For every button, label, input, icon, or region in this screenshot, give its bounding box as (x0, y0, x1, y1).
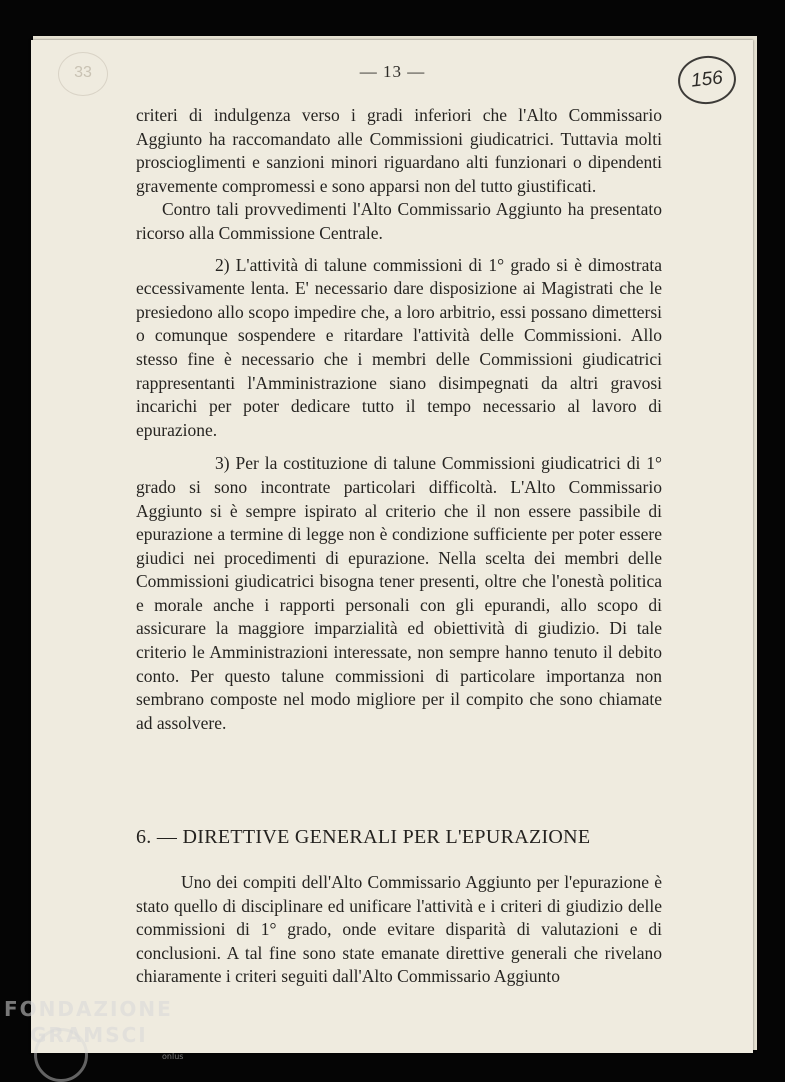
watermark-tag: onlus (162, 1052, 184, 1061)
body-text-top (136, 104, 662, 735)
paragraph-continuation: criteri di indulgenza verso i gradi inferiori che l'Alto Commissario Aggiunto ha raccomandato alle Commissioni giudicatrici. Tuttavia molti proscioglimenti e sanzioni minori riguardano alti funzionari o dipendenti gravemente compromessi e sono apparsi non del tutto giustificati. (136, 105, 662, 196)
paragraph-point-3: 3) Per la costituzione di talune Commissioni giudicatrici di 1° grado si sono incontrate particolari difficoltà. L'Alto Commissario Aggiunto si è sempre ispirato al criterio che il non essere passibile di epurazione a termine di legge non è condizione sufficiente per poter essere giudici nei procedimenti di epurazione. Nella scelta dei membri delle Commissioni giudicatrici bisogna tener presenti, oltre che l'onestà politica e morale anche i rapporti personali con gli epurandi, allo scopo di assicurare la maggiore imparzialità ed obiettività di giudizio. Di tale criterio le Amministrazioni interessate, non sempre hanno tenuto il debito conto. Per questo talune commissioni di particolare importanza non sembrano composte nel modo migliore per il compito che sono chiamate ad assolvere. (136, 453, 662, 733)
watermark-line-2: GRAMSCI (30, 1023, 148, 1047)
paragraph-ricorso: Contro tali provvedimenti l'Alto Commissario Aggiunto ha presentato ricorso alla Commissione Centrale. (136, 199, 662, 243)
paragraph-point-2: 2) L'attività di talune commissioni di 1° grado si è dimostrata eccessivamente lenta. E' necessario dare disposizione ai Magistrati che le presiedono allo scopo impedire che, a loro arbitrio, essi possano dimettersi o comunque sospendere e ritardare l'attività delle Commissioni. Allo stesso fine è necessario che i membri delle Commissioni giudicatrici rappresentanti l'Amministrazione siano disimpegnati da altri gravosi incarichi per poter dedicare tutto il tempo necessario al lavoro di epurazione. (136, 254, 662, 440)
watermark-ring-logo (34, 1028, 88, 1082)
archive-number-stamp: 156 (676, 53, 739, 107)
paragraph-direttive: Uno dei compiti dell'Alto Commissario Aggiunto per l'epurazione è stato quello di disciplinare ed unificare l'attività e i criteri di giudizio delle commissioni di 1° grado, onde evitare disparità di valutazioni e di conclusioni. A tal fine sono state emanate direttive generali che rivelano chiaramente i criteri seguiti dall'Alto Commissario Aggiunto (136, 872, 662, 987)
page-number: — 13 — (359, 62, 426, 81)
watermark-line-1: FONDAZIONE (4, 997, 173, 1021)
section-heading: 6. — DIRETTIVE GENERALI PER L'EPURAZIONE (136, 826, 591, 848)
body-text-section-6 (136, 871, 662, 989)
archive-watermark (4, 996, 184, 1061)
pencil-annotation: 33 (58, 52, 108, 96)
